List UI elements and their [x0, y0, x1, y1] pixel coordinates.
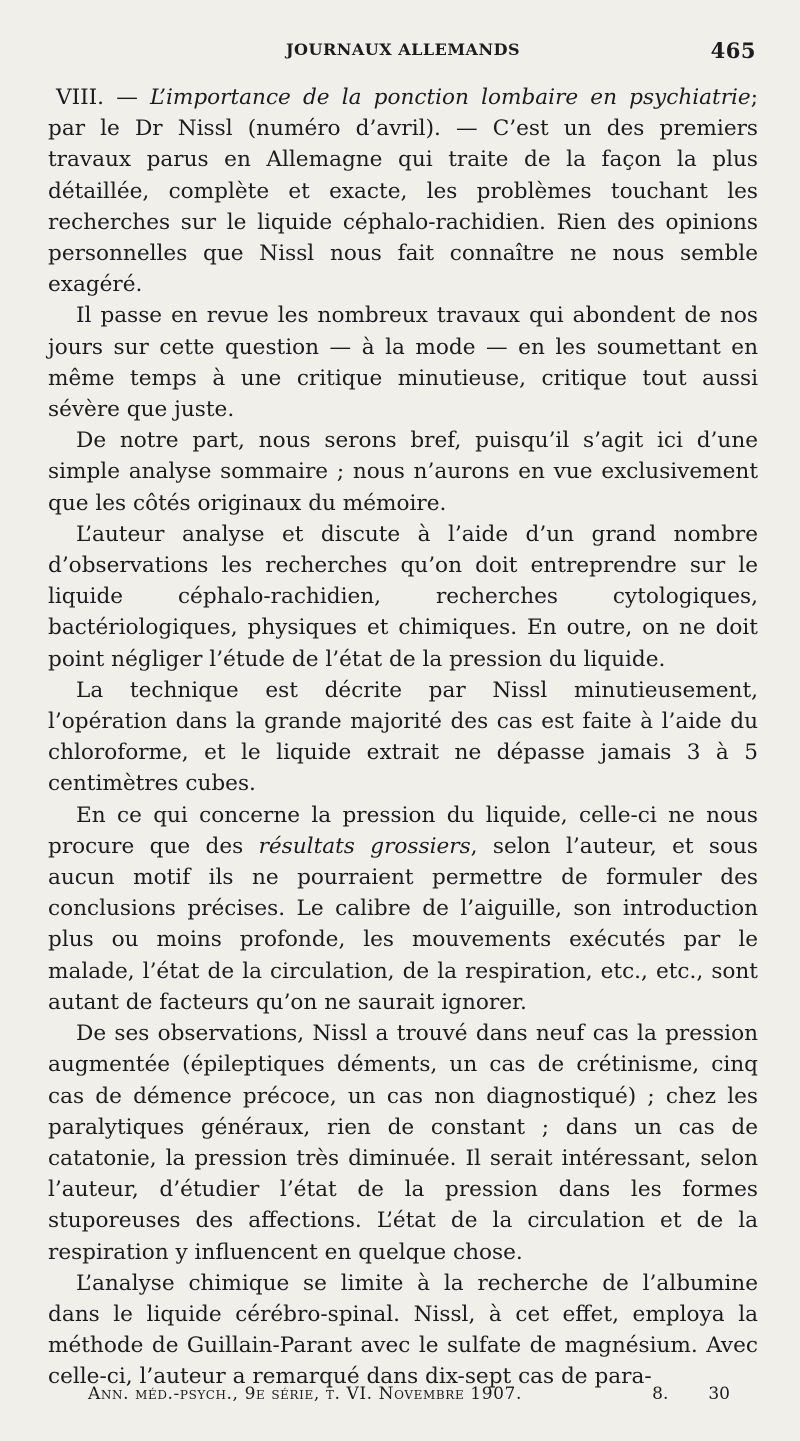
paragraph: L’analyse chimique se limite à la recherche de l’albumine dans le liquide cérébro-spinal. Nissl, à cet effet, employa la méthode de Guillain-Parant avec le sulfate de magnésium. Avec celle-ci, l’auteur a remarqué dans dix-sept cas de para- — [48, 1270, 758, 1390]
pressure-text-after: , selon l’auteur, et sous aucun motif ils ne pourraient permettre de formuler des conclusions précises. Le calibre de l’aiguille, son introduction plus ou moins profonde, les mouvements exécutés par le malade, l’état de la circulation, de la respiration, etc., etc., sont autant de facteurs qu’on ne saurait ignorer. — [48, 833, 758, 1015]
signature-marks — [652, 1384, 730, 1404]
paragraph-pressure — [48, 800, 758, 1018]
page-number: 465 — [710, 38, 756, 63]
article-intro — [48, 82, 758, 300]
page-footer — [88, 1384, 730, 1404]
pressure-text-before: En ce qui concerne la pression du liquide, celle-ci ne nous procure que des — [48, 802, 758, 859]
paragraph: L’auteur analyse et discute à l’aide d’un grand nombre d’observations les recherches qu’on doit entreprendre sur le liquide céphalo-rachidien, recherches cytologiques, bactériologiques, physiques et chimiques. En outre, on ne doit point négliger l’étude de l’état de la pression du liquide. — [48, 521, 758, 672]
paragraph: De notre part, nous serons bref, puisqu’il s’agit ici d’une simple analyse sommaire ; nous n’aurons en vue exclusivement que les côtés originaux du mémoire. — [48, 428, 758, 516]
paragraph: La technique est décrite par Nissl minutieusement, l’opération dans la grande majorité des cas est faite à l’aide du chloroforme, et le liquide extrait ne dépasse jamais 3 à 5 centimètres cubes. — [48, 677, 758, 797]
paragraph: Il passe en revue les nombreux travaux qui abondent de nos jours sur cette question — à la mode — en les soumettant en même temps à une critique minutieuse, critique tout aussi sévère que juste. — [48, 303, 758, 423]
paragraph: De ses observations, Nissl a trouvé dans neuf cas la pression augmentée (épileptiques déments, un cas de crétinisme, cinq cas de démence précoce, un cas non diagnostiqué) ; chez les paralytiques généraux, rien de constant ; dans un cas de catatonie, la pression très diminuée. Il serait intéressant, selon l’auteur, d’étudier l’état de la pression dans les formes stuporeuses des affections. L’état de la circulation et de la respiration y influencent en quelque chose. — [48, 1021, 758, 1265]
article-number: VIII. — — [56, 85, 138, 110]
page-header — [48, 40, 758, 74]
article-title: L’importance de la ponction lombaire en psychiatrie — [149, 85, 751, 110]
journal-citation: Ann. méd.-psych., 9e série, t. VI. Novembre 1907. — [88, 1384, 522, 1404]
running-head: JOURNAUX ALLEMANDS — [285, 40, 521, 59]
signature-a: 8. — [652, 1384, 669, 1404]
article-byline: ; par le Dr Nissl (numéro d’avril). — C’est un des premiers travaux parus en Allemagne qui traite de la façon la plus détaillée, complète et exacte, les problèmes touchant les recherches sur le liquide céphalo-rachidien. Rien des opinions personnelles que Nissl nous fait connaître ne nous semble exagéré. — [48, 85, 758, 298]
article-body — [48, 82, 758, 1393]
signature-b: 30 — [708, 1384, 730, 1404]
pressure-emphasis: résultats grossiers — [258, 833, 471, 859]
